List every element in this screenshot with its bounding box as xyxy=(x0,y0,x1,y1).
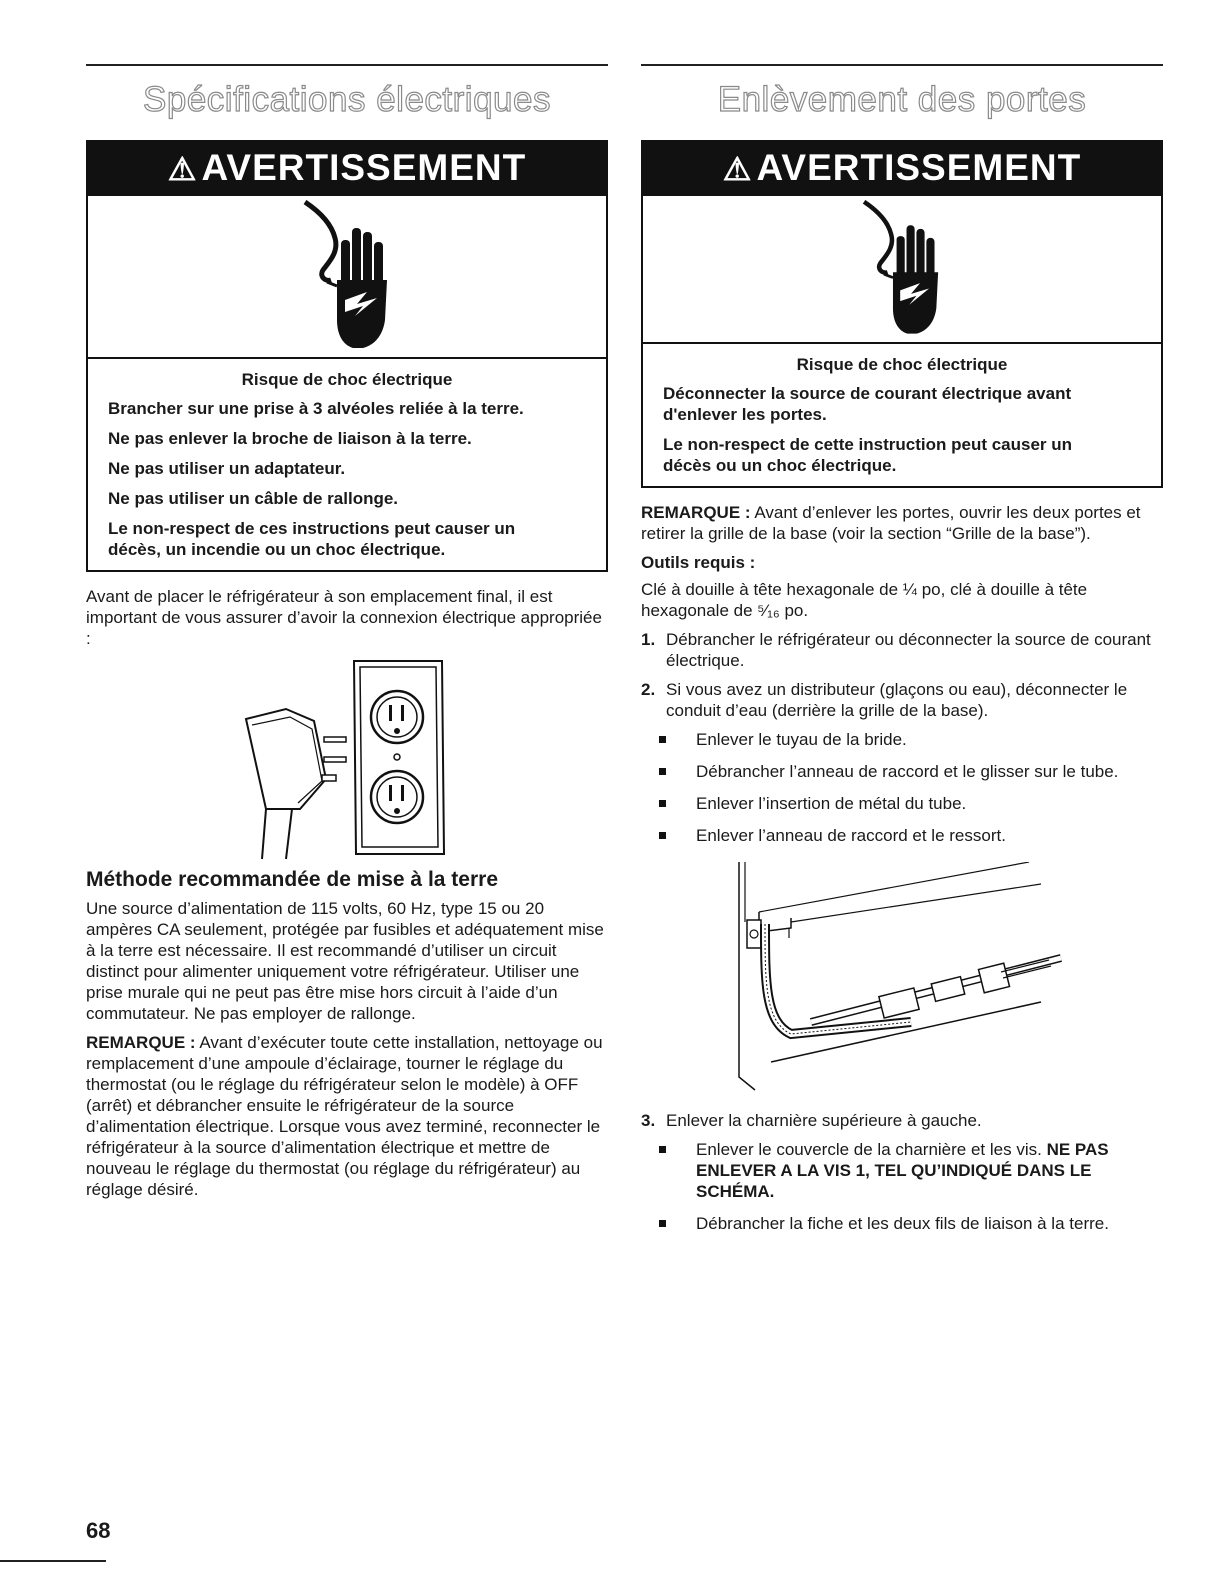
risk-title: Risque de choc électrique xyxy=(796,355,1008,374)
warning-triangle-icon: ⚠ xyxy=(722,151,753,187)
step-item: 3. Enlever la charnière supérieure à gauche. xyxy=(641,1111,982,1130)
warning-line: Le non-respect de ces instructions peut causer un décès, un incendie ou un choc électrique. xyxy=(108,519,516,559)
warning-box-electrical xyxy=(86,140,608,572)
tools-heading: Outils requis : xyxy=(641,553,756,572)
note-paragraph xyxy=(86,1032,608,1200)
step3-bullets xyxy=(641,1139,1163,1234)
bullet-square-icon xyxy=(659,736,666,743)
water-line-illustration xyxy=(641,862,1163,1110)
note-text: Avant d’exécuter toute cette installation, nettoyage ou remplacement d’une ampoule d’éclairage, tourner le réglage du thermostat (ou le réglage du réfrigérateur selon le modèle) à OFF (arrêt) et débrancher ensuite le réfrigérateur de la source d’alimentation électrique. Lorsque vous avez terminé, reconnecter le réfrigérateur à la source d’alimentation électrique et mettre de nouveau le réglage du thermostat (ou réglage du réfrigérateur) au réglage désiré. xyxy=(86,1033,603,1199)
steps-list-continued xyxy=(641,1110,1163,1131)
shock-hazard-picture xyxy=(643,196,1161,344)
note-paragraph xyxy=(641,502,1163,544)
bullet-item: Débrancher l’anneau de raccord et le glisser sur le tube. xyxy=(641,761,1163,782)
electric-shock-hand-icon xyxy=(297,200,397,355)
water-line-drawing xyxy=(641,862,1163,1110)
warning-header: ⚠ AVERTISSEMENT xyxy=(88,142,606,196)
bottom-rule xyxy=(0,1560,106,1562)
warning-line: Déconnecter la source de courant électrique avant d'enlever les portes. xyxy=(663,384,1072,424)
top-rule xyxy=(86,64,608,66)
bullet-square-icon xyxy=(659,768,666,775)
bullet-item: Enlever l’anneau de raccord et le ressort. xyxy=(641,825,1163,846)
bullet-square-icon xyxy=(659,1220,666,1227)
warning-line: Ne pas utiliser un adaptateur. xyxy=(108,459,346,478)
risk-title: Risque de choc électrique xyxy=(241,370,453,389)
step2-bullets xyxy=(641,729,1163,846)
warning-text xyxy=(88,359,606,570)
note-text: Avant d’enlever les portes, ouvrir les deux portes et retirer la grille de la base (voir la section “Grille de la base”). xyxy=(641,503,1141,543)
warning-triangle-icon: ⚠ xyxy=(167,151,198,187)
shock-hazard-picture xyxy=(88,196,606,359)
bullet-square-icon xyxy=(659,800,666,807)
warning-text xyxy=(643,344,1161,486)
outlet-plug-illustration xyxy=(86,659,608,864)
note-label: REMARQUE : xyxy=(641,503,751,522)
section-title-electrical: Spécifications électriques xyxy=(143,80,551,119)
warning-line: Ne pas utiliser un câble de rallonge. xyxy=(108,489,399,508)
section-title-door-removal: Enlèvement des portes xyxy=(717,80,1087,119)
warning-line: Brancher sur une prise à 3 alvéoles reliée à la terre. xyxy=(108,399,524,418)
bullet-item: Enlever l’insertion de métal du tube. xyxy=(641,793,1163,814)
step-item: 1. Débrancher le réfrigérateur ou déconnecter la source de courant électrique. xyxy=(641,630,1151,670)
tools-paragraph: Clé à douille à tête hexagonale de ¼ po, clé à douille à tête hexagonale de ⁵⁄₁₆ po. xyxy=(641,580,1088,620)
warning-line: Le non-respect de cette instruction peut causer un décès ou un choc électrique. xyxy=(663,435,1073,475)
steps-list xyxy=(641,629,1163,721)
method-heading: Méthode recommandée de mise à la terre xyxy=(86,868,498,891)
left-column xyxy=(86,64,608,1208)
bullet-item: Enlever le tuyau de la bride. xyxy=(641,729,1163,750)
bullet-square-icon xyxy=(659,832,666,839)
electric-shock-hand-icon xyxy=(852,200,952,340)
note-label: REMARQUE : xyxy=(86,1033,196,1052)
bullet-item: Débrancher la fiche et les deux fils de liaison à la terre. xyxy=(641,1213,1163,1234)
bullet-item: Enlever le couvercle de la charnière et les vis. NE PAS ENLEVER A LA VIS 1, TEL QU’INDIQUÉ DANS LE SCHÉMA. xyxy=(641,1139,1163,1202)
outlet-plug-drawing xyxy=(86,659,608,864)
step-item: 2. Si vous avez un distributeur (glaçons ou eau), déconnecter le conduit d’eau (derrière la grille de la base). xyxy=(641,680,1128,720)
top-rule xyxy=(641,64,1163,66)
method-paragraph: Une source d’alimentation de 115 volts, 60 Hz, type 15 ou 20 ampères CA seulement, protégée par fusibles et adéquatement mise à la terre est nécessaire. Il est recommandé d’utiliser un circuit distinct pour alimenter uniquement votre réfrigérateur. Utiliser une prise murale qui ne peut pas être mise hors circuit à l’aide d’un commutateur. Ne pas employer de rallonge. xyxy=(86,899,604,1023)
warning-line: Ne pas enlever la broche de liaison à la terre. xyxy=(108,429,472,448)
page-number: 68 xyxy=(86,1518,111,1543)
warning-header: ⚠ AVERTISSEMENT xyxy=(643,142,1161,196)
intro-paragraph: Avant de placer le réfrigérateur à son emplacement final, il est important de vous assurer d’avoir la connexion électrique appropriée : xyxy=(86,587,602,648)
bullet-square-icon xyxy=(659,1146,666,1153)
right-column xyxy=(641,64,1163,1245)
warning-box-doors xyxy=(641,140,1163,488)
